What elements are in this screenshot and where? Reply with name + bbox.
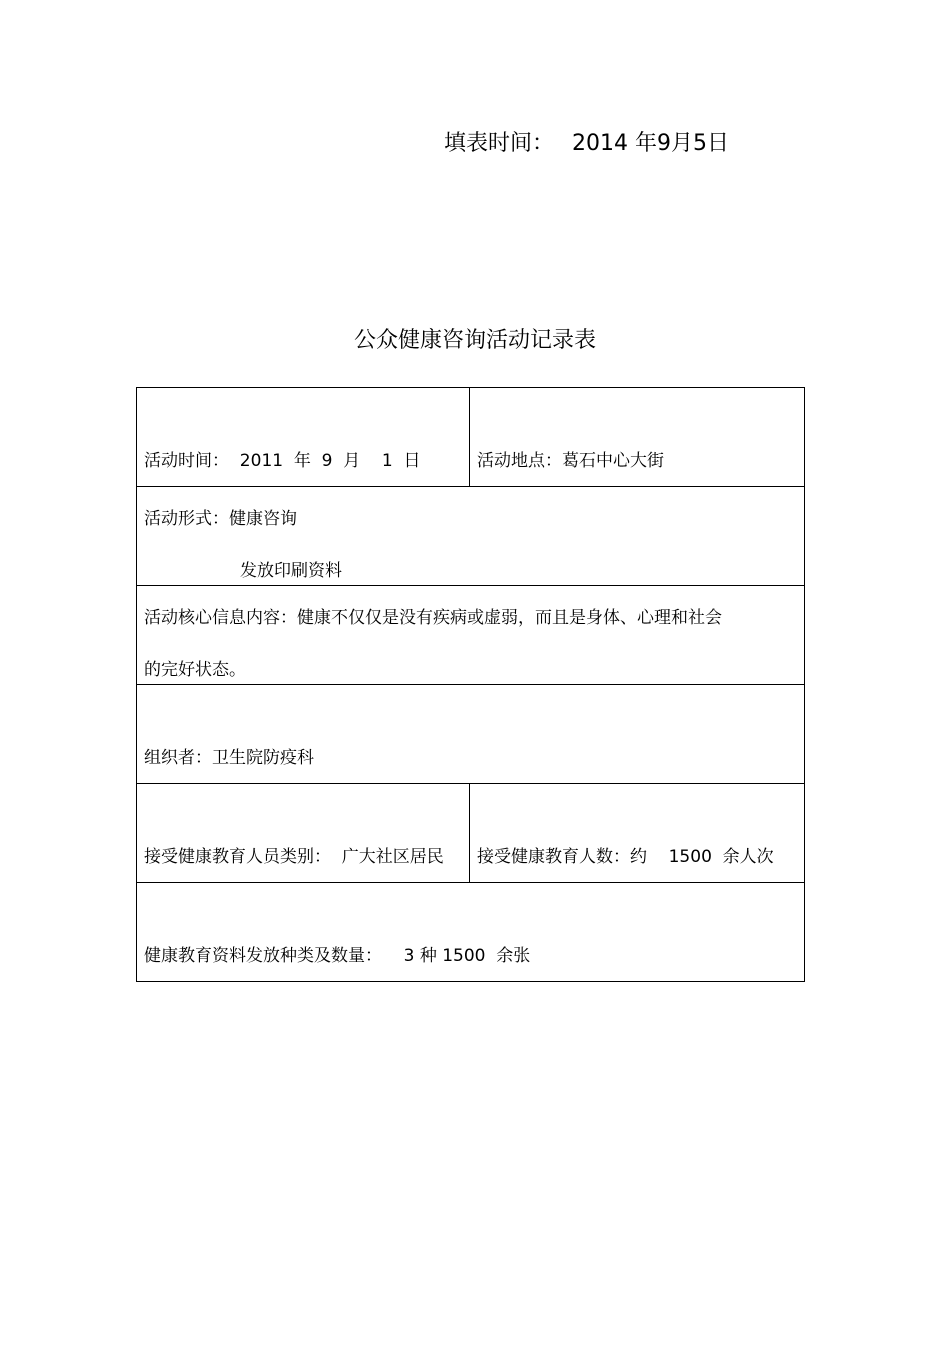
organizer: 组织者：卫生院防疫科	[144, 748, 314, 768]
materials-cell	[137, 883, 805, 982]
organizer-cell	[137, 685, 805, 784]
activity-time: 活动时间： 2011 年 9 月 1 日	[144, 451, 421, 471]
audience-count: 接受健康教育人数：约 1500 余人次	[477, 847, 774, 867]
activity-form-cell	[137, 487, 805, 586]
core-info-continued: 的完好状态。	[144, 660, 246, 680]
activity-form: 活动形式：健康咨询	[144, 509, 297, 529]
core-info-cell	[137, 586, 805, 685]
activity-form-detail: 发放印刷资料	[240, 561, 342, 581]
document-title: 公众健康咨询活动记录表	[353, 328, 596, 353]
activity-place-cell	[470, 388, 805, 487]
activity-place: 活动地点：葛石中心大街	[477, 451, 664, 471]
table-row-materials	[137, 883, 805, 982]
core-info: 活动核心信息内容：健康不仅仅是没有疾病或虚弱，而且是身体、心理和社会	[144, 608, 722, 628]
fill-date	[444, 126, 729, 157]
activity-record-table	[136, 387, 805, 982]
table-row-time-place	[137, 388, 805, 487]
table-row-form	[137, 487, 805, 586]
fill-date-label: 填表时间：	[444, 131, 555, 156]
fill-date-value: 2014 年9月5日	[572, 131, 729, 156]
audience-type-cell	[137, 784, 470, 883]
audience-count-cell	[470, 784, 805, 883]
table-row-core-info	[137, 586, 805, 685]
table-row-organizer	[137, 685, 805, 784]
audience-type: 接受健康教育人员类别： 广大社区居民	[144, 847, 444, 867]
materials: 健康教育资料发放种类及数量： 3 种 1500 余张	[144, 946, 531, 966]
activity-time-cell	[137, 388, 470, 487]
table-row-audience	[137, 784, 805, 883]
